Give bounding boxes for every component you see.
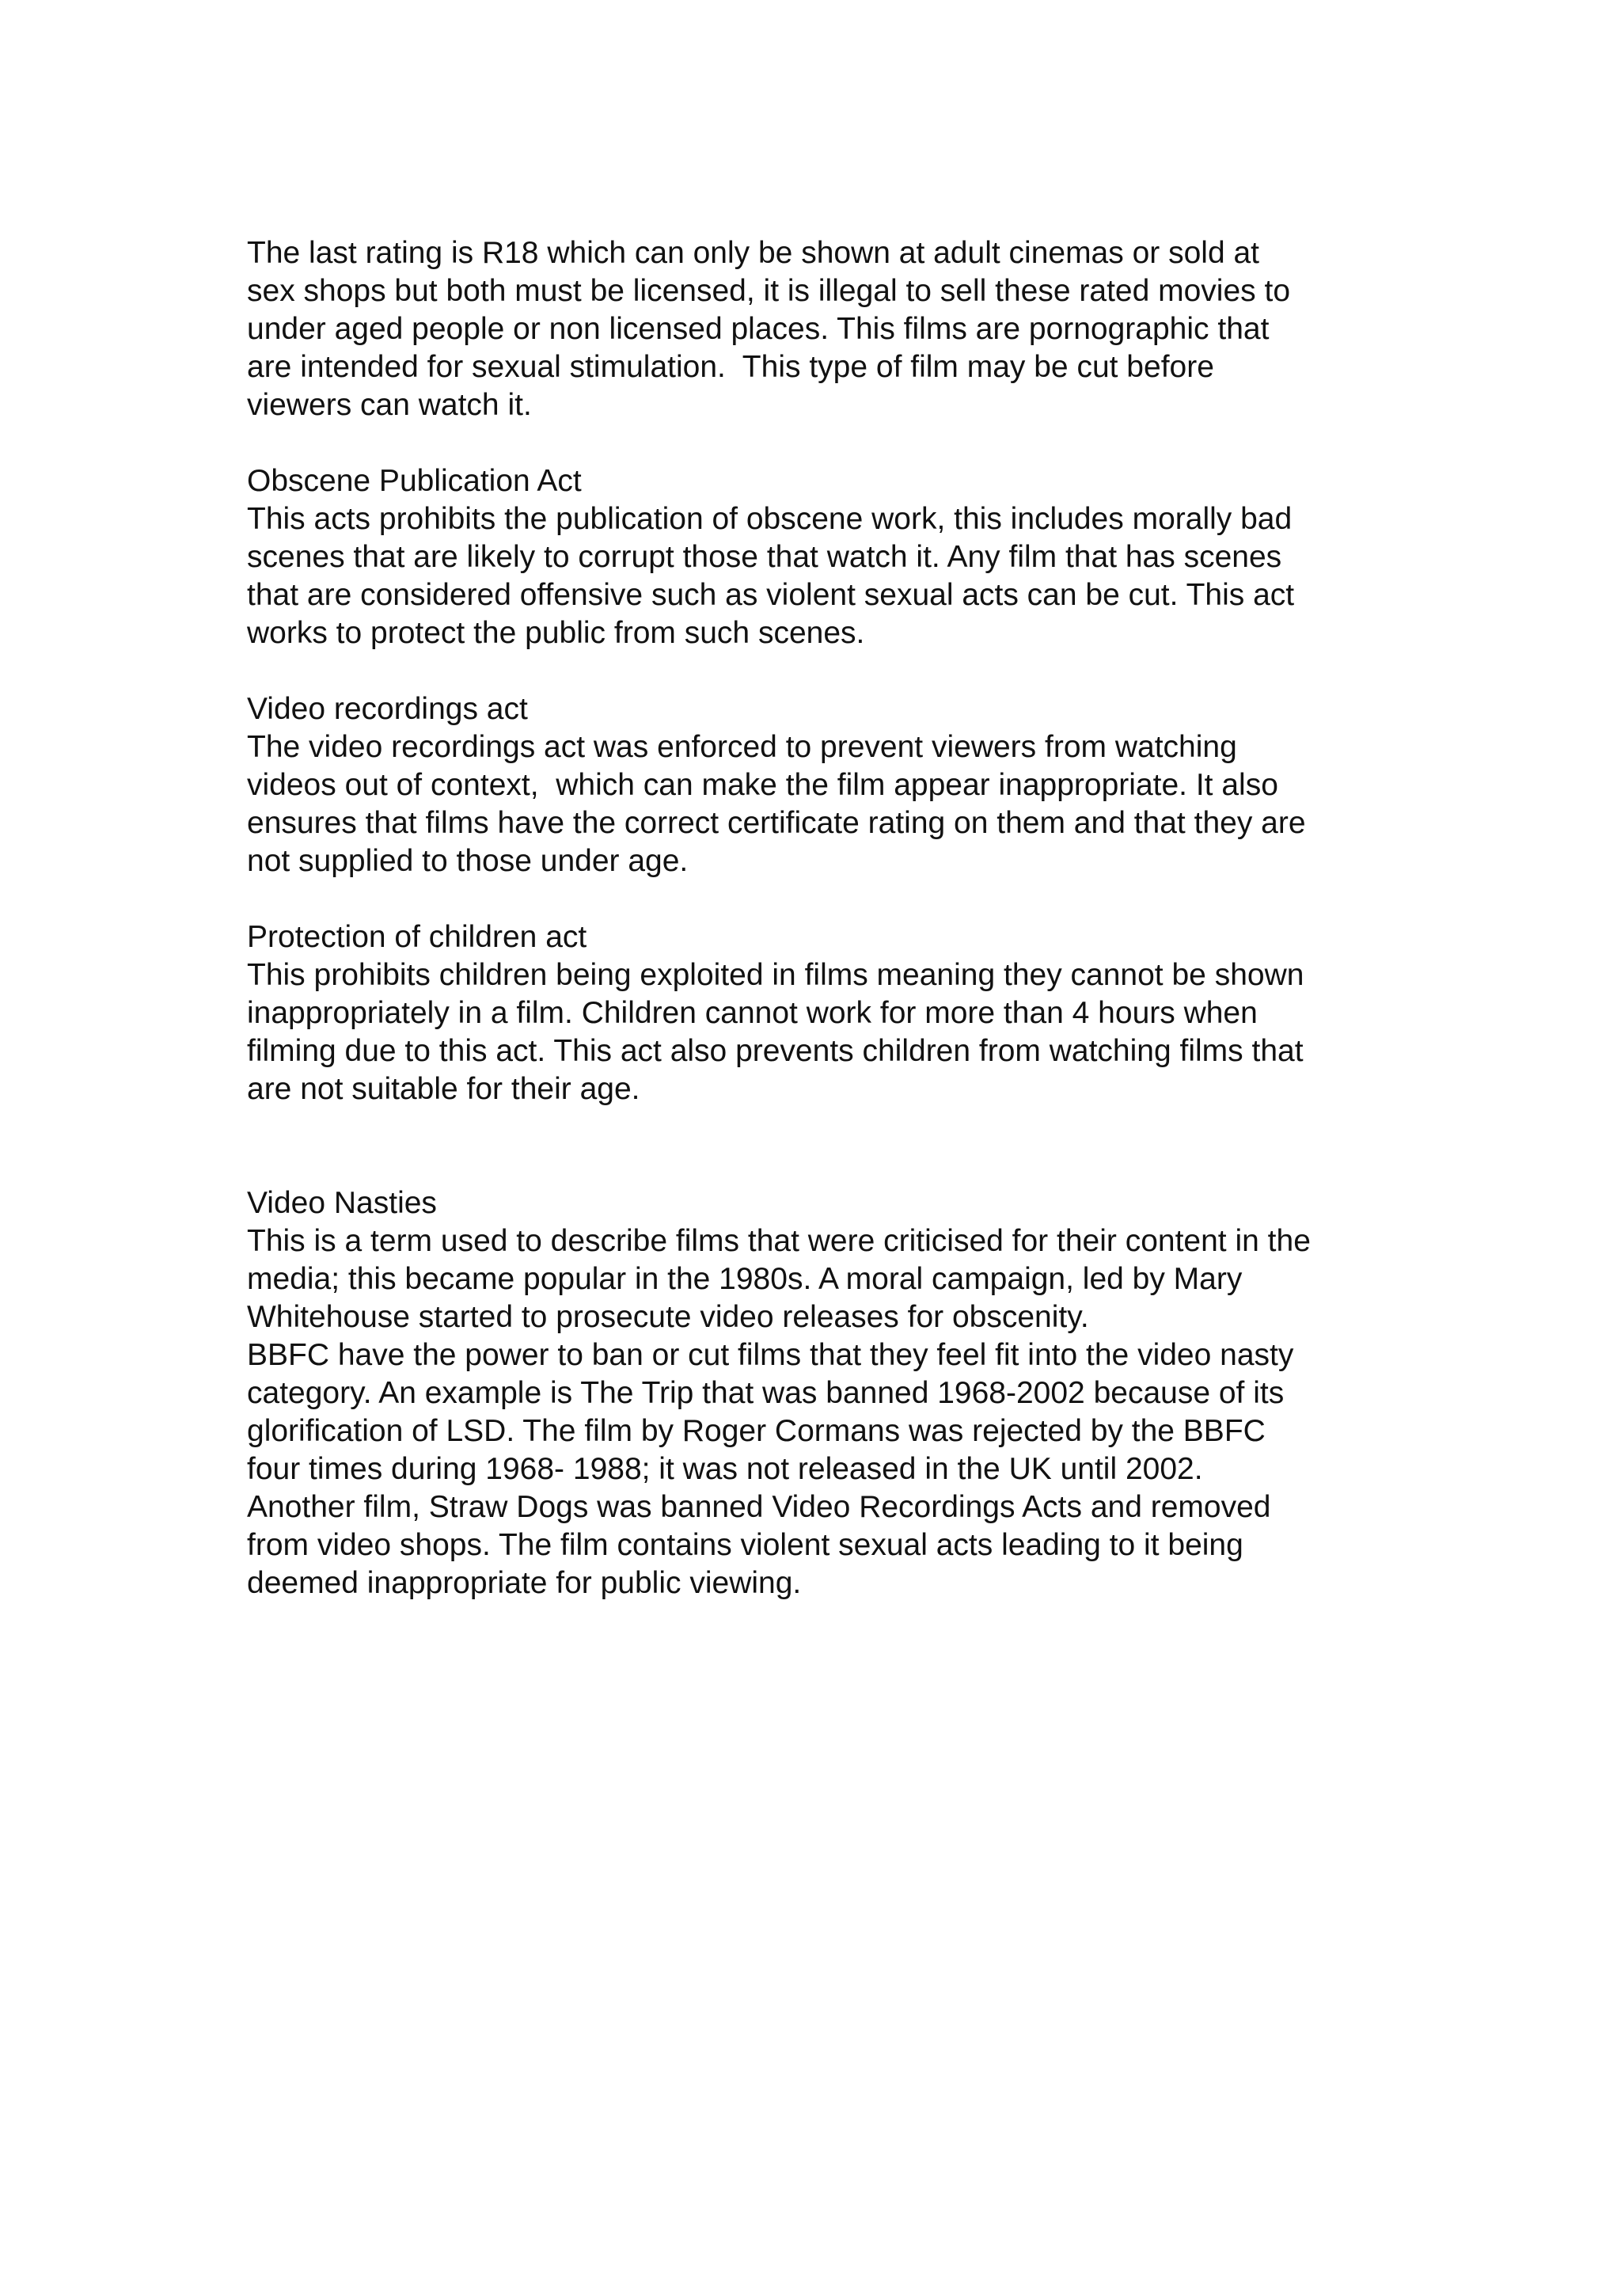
text-line: This acts prohibits the publication of obscene work, this includes morally bad bbox=[247, 502, 1293, 536]
section-heading: Obscene Publication Act bbox=[247, 464, 582, 498]
text-line: Whitehouse started to prosecute video releases for obscenity. bbox=[247, 1300, 1089, 1334]
text-line: glorification of LSD. The film by Roger Cormans was rejected by the BBFC bbox=[247, 1414, 1266, 1448]
text-line: inappropriately in a film. Children cannot work for more than 4 hours when bbox=[247, 996, 1258, 1030]
text-line: from video shops. The film contains violent sexual acts leading to it being bbox=[247, 1528, 1243, 1562]
text-line: are intended for sexual stimulation. This type of film may be cut before bbox=[247, 350, 1214, 384]
text-line: media; this became popular in the 1980s. A moral campaign, led by Mary bbox=[247, 1262, 1243, 1296]
text-line: viewers can watch it. bbox=[247, 388, 532, 422]
text-line: category. An example is The Trip that was banned 1968-2002 because of its bbox=[247, 1376, 1285, 1410]
text-line: deemed inappropriate for public viewing. bbox=[247, 1566, 802, 1600]
video-nasties-section bbox=[247, 1184, 1403, 1602]
text-line: sex shops but both must be licensed, it is illegal to sell these rated movies to bbox=[247, 274, 1291, 308]
text-line: BBFC have the power to ban or cut films that they feel fit into the video nasty bbox=[247, 1338, 1294, 1372]
section-heading: Protection of children act bbox=[247, 920, 587, 954]
video-recordings-section bbox=[247, 690, 1403, 880]
paragraph-spacer bbox=[247, 1108, 1403, 1184]
section-heading: Video Nasties bbox=[247, 1186, 437, 1220]
section-heading: Video recordings act bbox=[247, 692, 528, 726]
intro-paragraph bbox=[247, 234, 1403, 424]
paragraph-spacer bbox=[247, 424, 1403, 462]
paragraph-spacer bbox=[247, 652, 1403, 690]
paragraph-spacer bbox=[247, 880, 1403, 918]
protection-of-children-section bbox=[247, 918, 1403, 1108]
text-line: The video recordings act was enforced to prevent viewers from watching bbox=[247, 730, 1237, 764]
text-line: are not suitable for their age. bbox=[247, 1072, 640, 1106]
text-line: four times during 1968- 1988; it was not released in the UK until 2002. bbox=[247, 1452, 1203, 1486]
text-line: This is a term used to describe films that were criticised for their content in the bbox=[247, 1224, 1311, 1258]
obscene-publication-section bbox=[247, 462, 1403, 652]
text-line: scenes that are likely to corrupt those that watch it. Any film that has scenes bbox=[247, 540, 1282, 574]
text-line: Another film, Straw Dogs was banned Video Recordings Acts and removed bbox=[247, 1490, 1271, 1524]
text-line: not supplied to those under age. bbox=[247, 844, 689, 878]
text-line: filming due to this act. This act also prevents children from watching films that bbox=[247, 1034, 1304, 1068]
text-line: works to protect the public from such scenes. bbox=[247, 616, 865, 650]
text-line: The last rating is R18 which can only be shown at adult cinemas or sold at bbox=[247, 236, 1260, 270]
text-line: videos out of context, which can make the film appear inappropriate. It also bbox=[247, 768, 1278, 802]
text-line: under aged people or non licensed places. This films are pornographic that bbox=[247, 312, 1270, 346]
text-line: that are considered offensive such as violent sexual acts can be cut. This act bbox=[247, 578, 1295, 612]
text-line: This prohibits children being exploited in films meaning they cannot be shown bbox=[247, 958, 1304, 992]
document-body bbox=[247, 234, 1403, 1602]
text-line: ensures that films have the correct certificate rating on them and that they are bbox=[247, 806, 1306, 840]
